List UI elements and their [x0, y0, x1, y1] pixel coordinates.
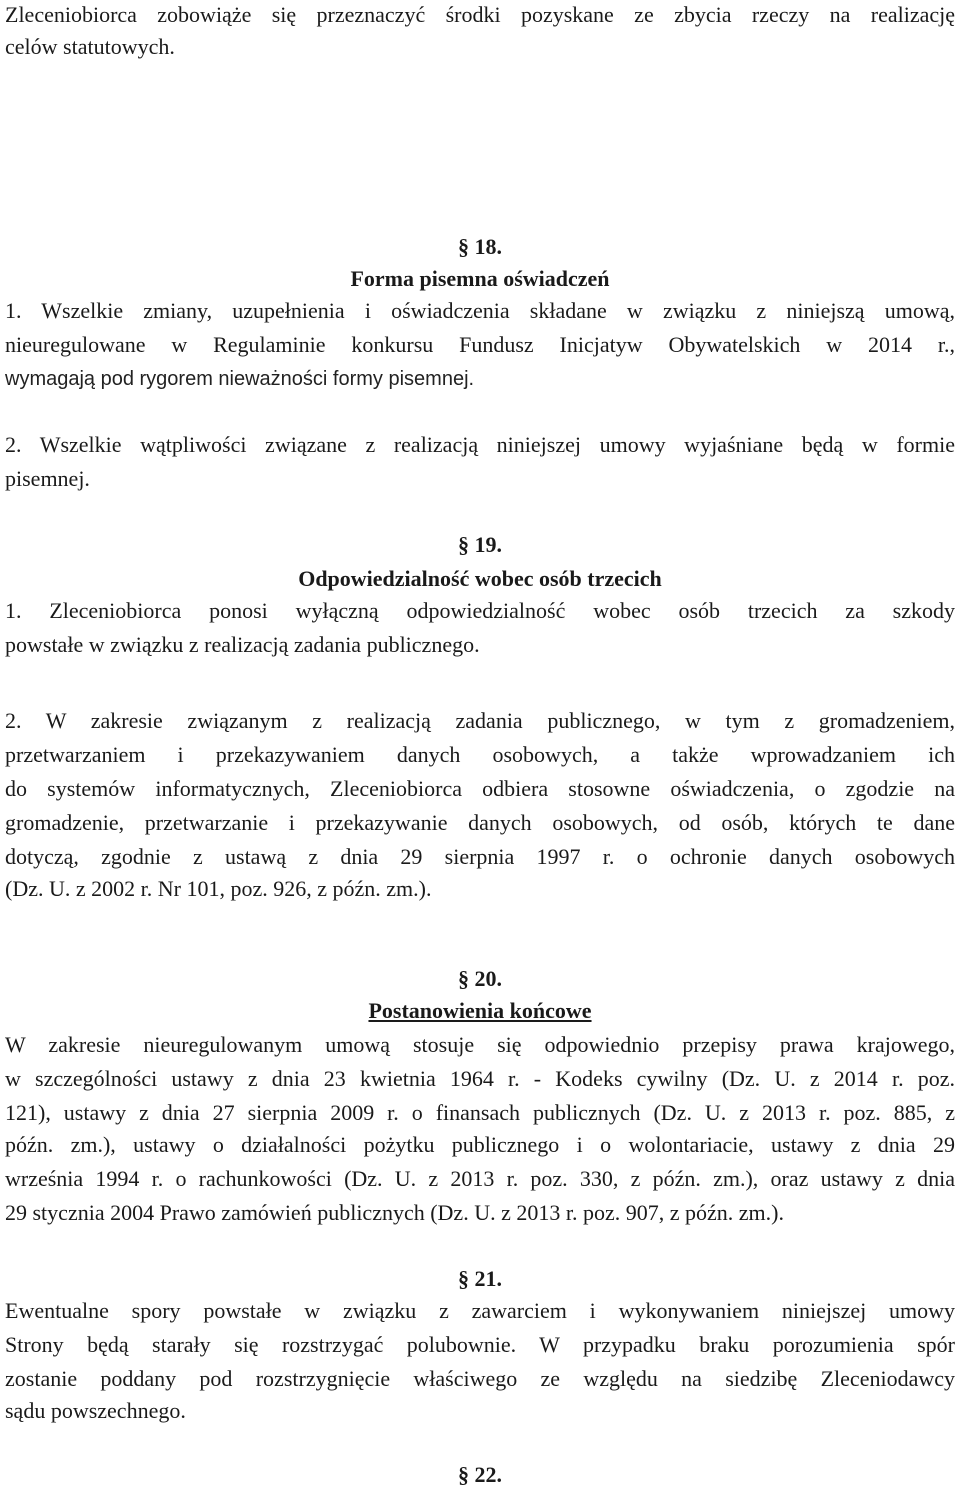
text-line: 29 stycznia 2004 Prawo zamówień publicznych (Dz. U. z 2013 r. poz. 907, z późn. zm.).	[5, 1200, 784, 1225]
section-heading-20: § 20.	[458, 966, 502, 991]
text-line: września 1994 r. o rachunkowości (Dz. U. z 2013 r. poz. 330, z późn. zm.), oraz ustawy z dnia	[5, 1166, 955, 1191]
text-line: Strony będą starały się rozstrzygać polubownie. W przypadku braku porozumienia spór	[5, 1332, 955, 1357]
section-heading-18: § 18.	[458, 234, 502, 259]
section-title-19: Odpowiedzialność wobec osób trzecich	[298, 566, 662, 591]
text-line: 2. Wszelkie wątpliwości związane z realizacją niniejszej umowy wyjaśniane będą w formie	[5, 432, 955, 457]
text-line: celów statutowych.	[5, 34, 175, 59]
text-line: sądu powszechnego.	[5, 1398, 186, 1423]
section-heading-19: § 19.	[458, 532, 502, 557]
text-line: późn. zm.), ustawy o działalności pożytku publicznego i o wolontariacie, ustawy z dnia 29	[5, 1132, 955, 1157]
text-line: powstałe w związku z realizacją zadania publicznego.	[5, 632, 480, 657]
text-line: gromadzenie, przetwarzanie i przekazywanie danych osobowych, od osób, których te dane	[5, 810, 955, 835]
section-heading-21: § 21.	[458, 1266, 502, 1291]
text-line: wymagają pod rygorem nieważności formy pisemnej.	[5, 368, 475, 390]
text-line: 2. W zakresie związanym z realizacją zadania publicznego, w tym z gromadzeniem,	[5, 708, 955, 733]
section-title-20: Postanowienia końcowe	[368, 998, 592, 1023]
text-line: przetwarzaniem i przekazywaniem danych osobowych, a także wprowadzaniem ich	[5, 742, 955, 767]
text-line: do systemów informatycznych, Zleceniobiorca odbiera stosowne oświadczenia, o zgodzie na	[5, 776, 955, 801]
text-line: 1. Wszelkie zmiany, uzupełnienia i oświadczenia składane w związku z niniejszą umową,	[5, 298, 955, 323]
text-line: 121), ustawy z dnia 27 sierpnia 2009 r. o finansach publicznych (Dz. U. z 2013 r. poz. 885, z	[5, 1100, 955, 1125]
text-line: 1. Zleceniobiorca ponosi wyłączną odpowiedzialność wobec osób trzecich za szkody	[5, 598, 955, 623]
section-heading-22: § 22.	[458, 1462, 502, 1487]
text-line: Ewentualne spory powstałe w związku z zawarciem i wykonywaniem niniejszej umowy	[5, 1298, 955, 1323]
text-line: pisemnej.	[5, 466, 90, 491]
section-title-18: Forma pisemna oświadczeń	[350, 266, 610, 291]
text-line: (Dz. U. z 2002 r. Nr 101, poz. 926, z późn. zm.).	[5, 876, 432, 901]
text-line: dotyczą, zgodnie z ustawą z dnia 29 sierpnia 1997 r. o ochronie danych osobowych	[5, 844, 955, 869]
text-line: Zleceniobiorca zobowiąże się przeznaczyć środki pozyskane ze zbycia rzeczy na realizację	[5, 2, 955, 27]
text-line: w szczególności ustawy z dnia 23 kwietnia 1964 r. - Kodeks cywilny (Dz. U. z 2014 r. poz.	[5, 1066, 955, 1091]
text-line: W zakresie nieuregulowanym umową stosuje się odpowiednio przepisy prawa krajowego,	[5, 1032, 955, 1057]
text-line: nieuregulowane w Regulaminie konkursu Fundusz Inicjatyw Obywatelskich w 2014 r.,	[5, 332, 955, 357]
text-line: zostanie poddany pod rozstrzygnięcie właściwego ze względu na siedzibę Zleceniodawcy	[5, 1366, 955, 1391]
